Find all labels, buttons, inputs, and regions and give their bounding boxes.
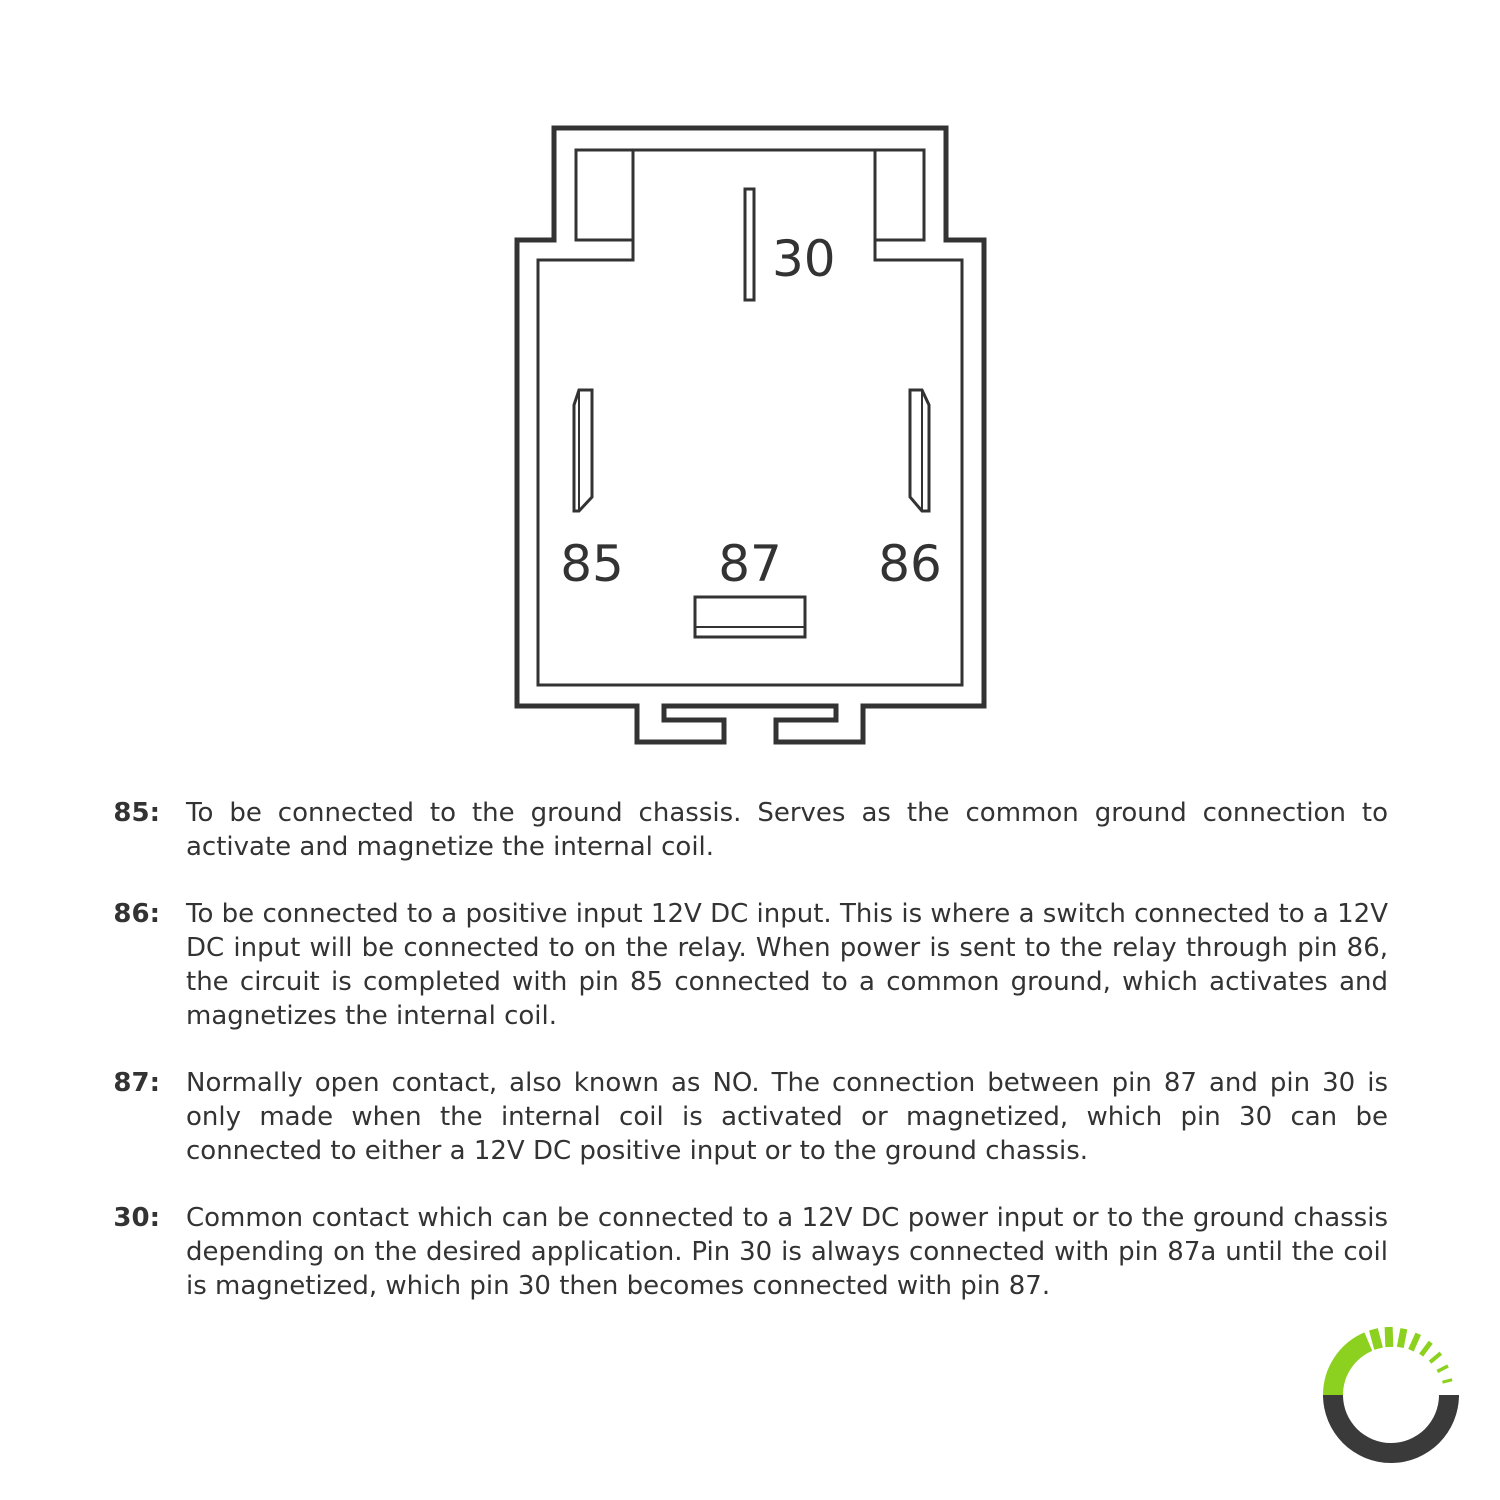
pin-description-text: Common contact which can be connected to a 12V DC power input or to the ground chassis depending on the desired application. Pin 30 is always connected with pin 87a until the coil is magnetized, which pin 30 then becomes connected with pin 87. — [186, 1203, 1388, 1301]
pin-number: 85: — [113, 798, 160, 828]
logo-tick — [1389, 1327, 1390, 1347]
pin-85-label: 85 — [560, 535, 624, 593]
pin-number: 87: — [113, 1068, 160, 1098]
pin-description-86 — [112, 897, 1388, 1033]
logo-tick — [1400, 1329, 1404, 1348]
logo-green-arc — [1333, 1342, 1368, 1395]
pin-30-label: 30 — [772, 230, 836, 288]
relay-outer-housing — [517, 128, 984, 742]
pin-number: 30: — [113, 1203, 160, 1233]
pin-description-list — [112, 796, 1388, 1336]
pin-30-terminal — [745, 189, 754, 300]
logo-tick — [1373, 1329, 1378, 1348]
logo-green-segments — [1333, 1327, 1452, 1395]
pin-number: 86: — [113, 899, 160, 929]
pin-description-text: Normally open contact, also known as NO. The connection between pin 87 and pin 30 is only made when the internal coil is activated or magnetized, which pin 30 can be connected to either a 12V DC positive input or to the ground chassis. — [186, 1068, 1388, 1166]
pin-86-terminal — [910, 390, 929, 511]
pin-description-87 — [112, 1066, 1388, 1168]
pin-87-label: 87 — [718, 535, 782, 593]
pin-description-30 — [112, 1201, 1388, 1303]
brand-logo-icon — [1316, 1320, 1466, 1480]
relay-inner-housing — [538, 150, 962, 685]
pin-description-85 — [112, 796, 1388, 864]
logo-tick — [1430, 1353, 1441, 1362]
pin-85-terminal — [574, 390, 592, 511]
logo-tick — [1421, 1342, 1431, 1355]
pin-description-text: To be connected to the ground chassis. Serves as the common ground connection to activate and magnetize the internal coil. — [186, 798, 1388, 862]
pin-87-terminal — [695, 597, 805, 637]
pin-description-text: To be connected to a positive input 12V DC input. This is where a switch connected to a 12V DC input will be connected to on the relay. When power is sent to the relay through pin 86, the circuit is completed with pin 85 connected to a common ground, which activates and magnetizes the internal coil. — [186, 899, 1388, 1031]
logo-tick — [1442, 1380, 1452, 1382]
logo-tick — [1437, 1366, 1448, 1371]
pin-86-label: 86 — [878, 535, 942, 593]
logo-tick — [1411, 1334, 1418, 1350]
logo-dark-ring — [1323, 1395, 1459, 1463]
